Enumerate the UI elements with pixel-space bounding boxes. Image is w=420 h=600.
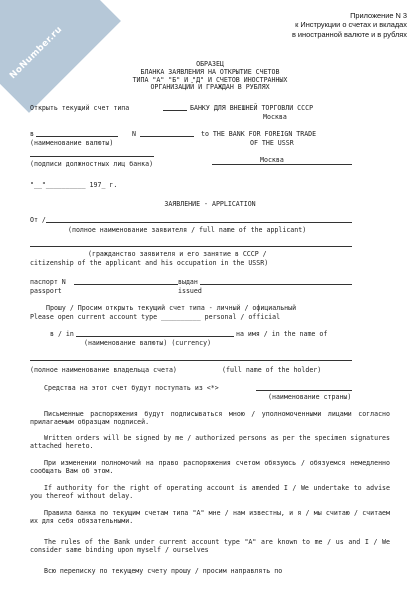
country-caption: (наименование страны)	[268, 393, 352, 401]
funds-country-field[interactable]	[256, 390, 352, 391]
title-line-4: ОРГАНИЗАЦИЙ И ГРАЖДАН В РУБЛЯХ	[150, 83, 270, 92]
watermark-band	[0, 0, 121, 113]
paragraph-7: Всю переписку по текущему счету прошу / просим направлять по	[44, 567, 283, 575]
number-label: N	[132, 130, 136, 138]
currency-caption: (наименование валюты)	[30, 139, 114, 147]
title-line-3: ТИПА "А" "Б" И "Д" И СЧЕТОВ ИНОСТРАННЫХ	[132, 75, 288, 84]
passport-label-en: passport	[30, 287, 62, 295]
passport-field[interactable]	[74, 284, 178, 285]
appendix-header	[292, 11, 407, 39]
holder-caption-en: (full name of the holder)	[222, 366, 322, 374]
request-en: Please open current account type __________ personal / official	[30, 313, 281, 321]
to-bank-line-2: OF THE USSR	[250, 139, 294, 147]
paragraph-3: При изменении полномочий на право распоряжения счетом обязуюсь / обязуемся немедленно сообщать Вам об этом.	[30, 459, 390, 475]
appendix-line-1: Приложение N 3	[350, 11, 407, 20]
appendix-line-3: в иностранной валюте и в рублях	[291, 29, 407, 39]
in-prefix: в	[30, 130, 34, 138]
paragraph-5: Правила банка по текущим счетам типа "А" мне / нам известны, и я / мы считаю / считаем их для себя обязательными.	[30, 509, 390, 525]
request-ru: Прошу / Просим открыть текущий счет типа - личный / официальный	[46, 304, 297, 312]
funds-ru: Средства на этот счет будут поступать из <*>	[44, 384, 219, 392]
citizenship-caption-en: citizenship of the applicant and his occupation in the USSR)	[30, 259, 269, 267]
title-line-2: БЛАНКА ЗАЯВЛЕНИЯ НА ОТКРЫТИЕ СЧЕТОВ	[140, 67, 280, 76]
signatures-caption: (подписи должностных лиц банка)	[30, 160, 154, 168]
holder-caption-ru: (полное наименование владельца счета)	[30, 366, 177, 374]
bank-city: Москва	[263, 113, 287, 121]
paragraph-2: Written orders will be signed by me / authorized persons as per the specimen signatures attached hereto.	[30, 434, 390, 450]
holder-field[interactable]	[30, 360, 352, 361]
applicant-caption: (полное наименование заявителя / full name of the applicant)	[68, 226, 307, 234]
moscow-line	[212, 164, 352, 165]
currency-field[interactable]	[36, 136, 118, 137]
issued-field[interactable]	[200, 284, 352, 285]
in-label: в / in	[50, 330, 74, 338]
paragraph-6: The rules of the Bank under current account type "A" are known to me / us and I / We consider same binding upon myself / ourselves	[30, 538, 390, 554]
account-type-field[interactable]	[163, 110, 187, 111]
currency-name-field[interactable]	[76, 336, 234, 337]
date-line[interactable]: "__"__________ 197_ г.	[30, 181, 118, 189]
passport-label: паспорт N	[30, 278, 66, 286]
in-name-label: на имя / in the name of	[236, 330, 328, 338]
applicant-field[interactable]	[46, 222, 352, 223]
application-heading: ЗАЯВЛЕНИЕ - APPLICATION	[164, 200, 256, 208]
paragraph-1: Письменные распоряжения будут подписываться мною / уполномоченными лицами согласно прилагаемым образцам подписей.	[30, 410, 390, 426]
form-title	[0, 61, 420, 92]
to-bank-line-1: to THE BANK FOR FOREIGN TRADE	[201, 130, 317, 138]
moscow-label: Москва	[260, 156, 284, 164]
citizenship-caption-ru: (гражданство заявителя и его занятие в СССР /	[88, 250, 267, 258]
signatures-field[interactable]	[30, 156, 154, 157]
from-label: От /	[30, 216, 46, 224]
watermark-logo: NoNumber.ru	[8, 24, 65, 82]
issued-label-en: issued	[178, 287, 202, 295]
title-line-1: ОБРАЗЕЦ	[196, 60, 224, 68]
appendix-line-2: к Инструкции о счетах и вкладах	[295, 20, 407, 30]
issued-label-ru: выдан	[178, 278, 198, 286]
account-number-field[interactable]	[140, 136, 194, 137]
paragraph-4: If authority for the right of operating account is amended I / We undertake to advise you thereof without delay.	[30, 484, 390, 500]
open-account-prefix: Открыть текущий счет типа	[30, 104, 130, 112]
bank-name: БАНКУ ДЛЯ ВНЕШНЕЙ ТОРГОВЛИ СССР	[190, 104, 314, 112]
citizenship-field[interactable]	[30, 246, 352, 247]
currency-name-caption: (наименование валюты) (currency)	[84, 339, 212, 347]
